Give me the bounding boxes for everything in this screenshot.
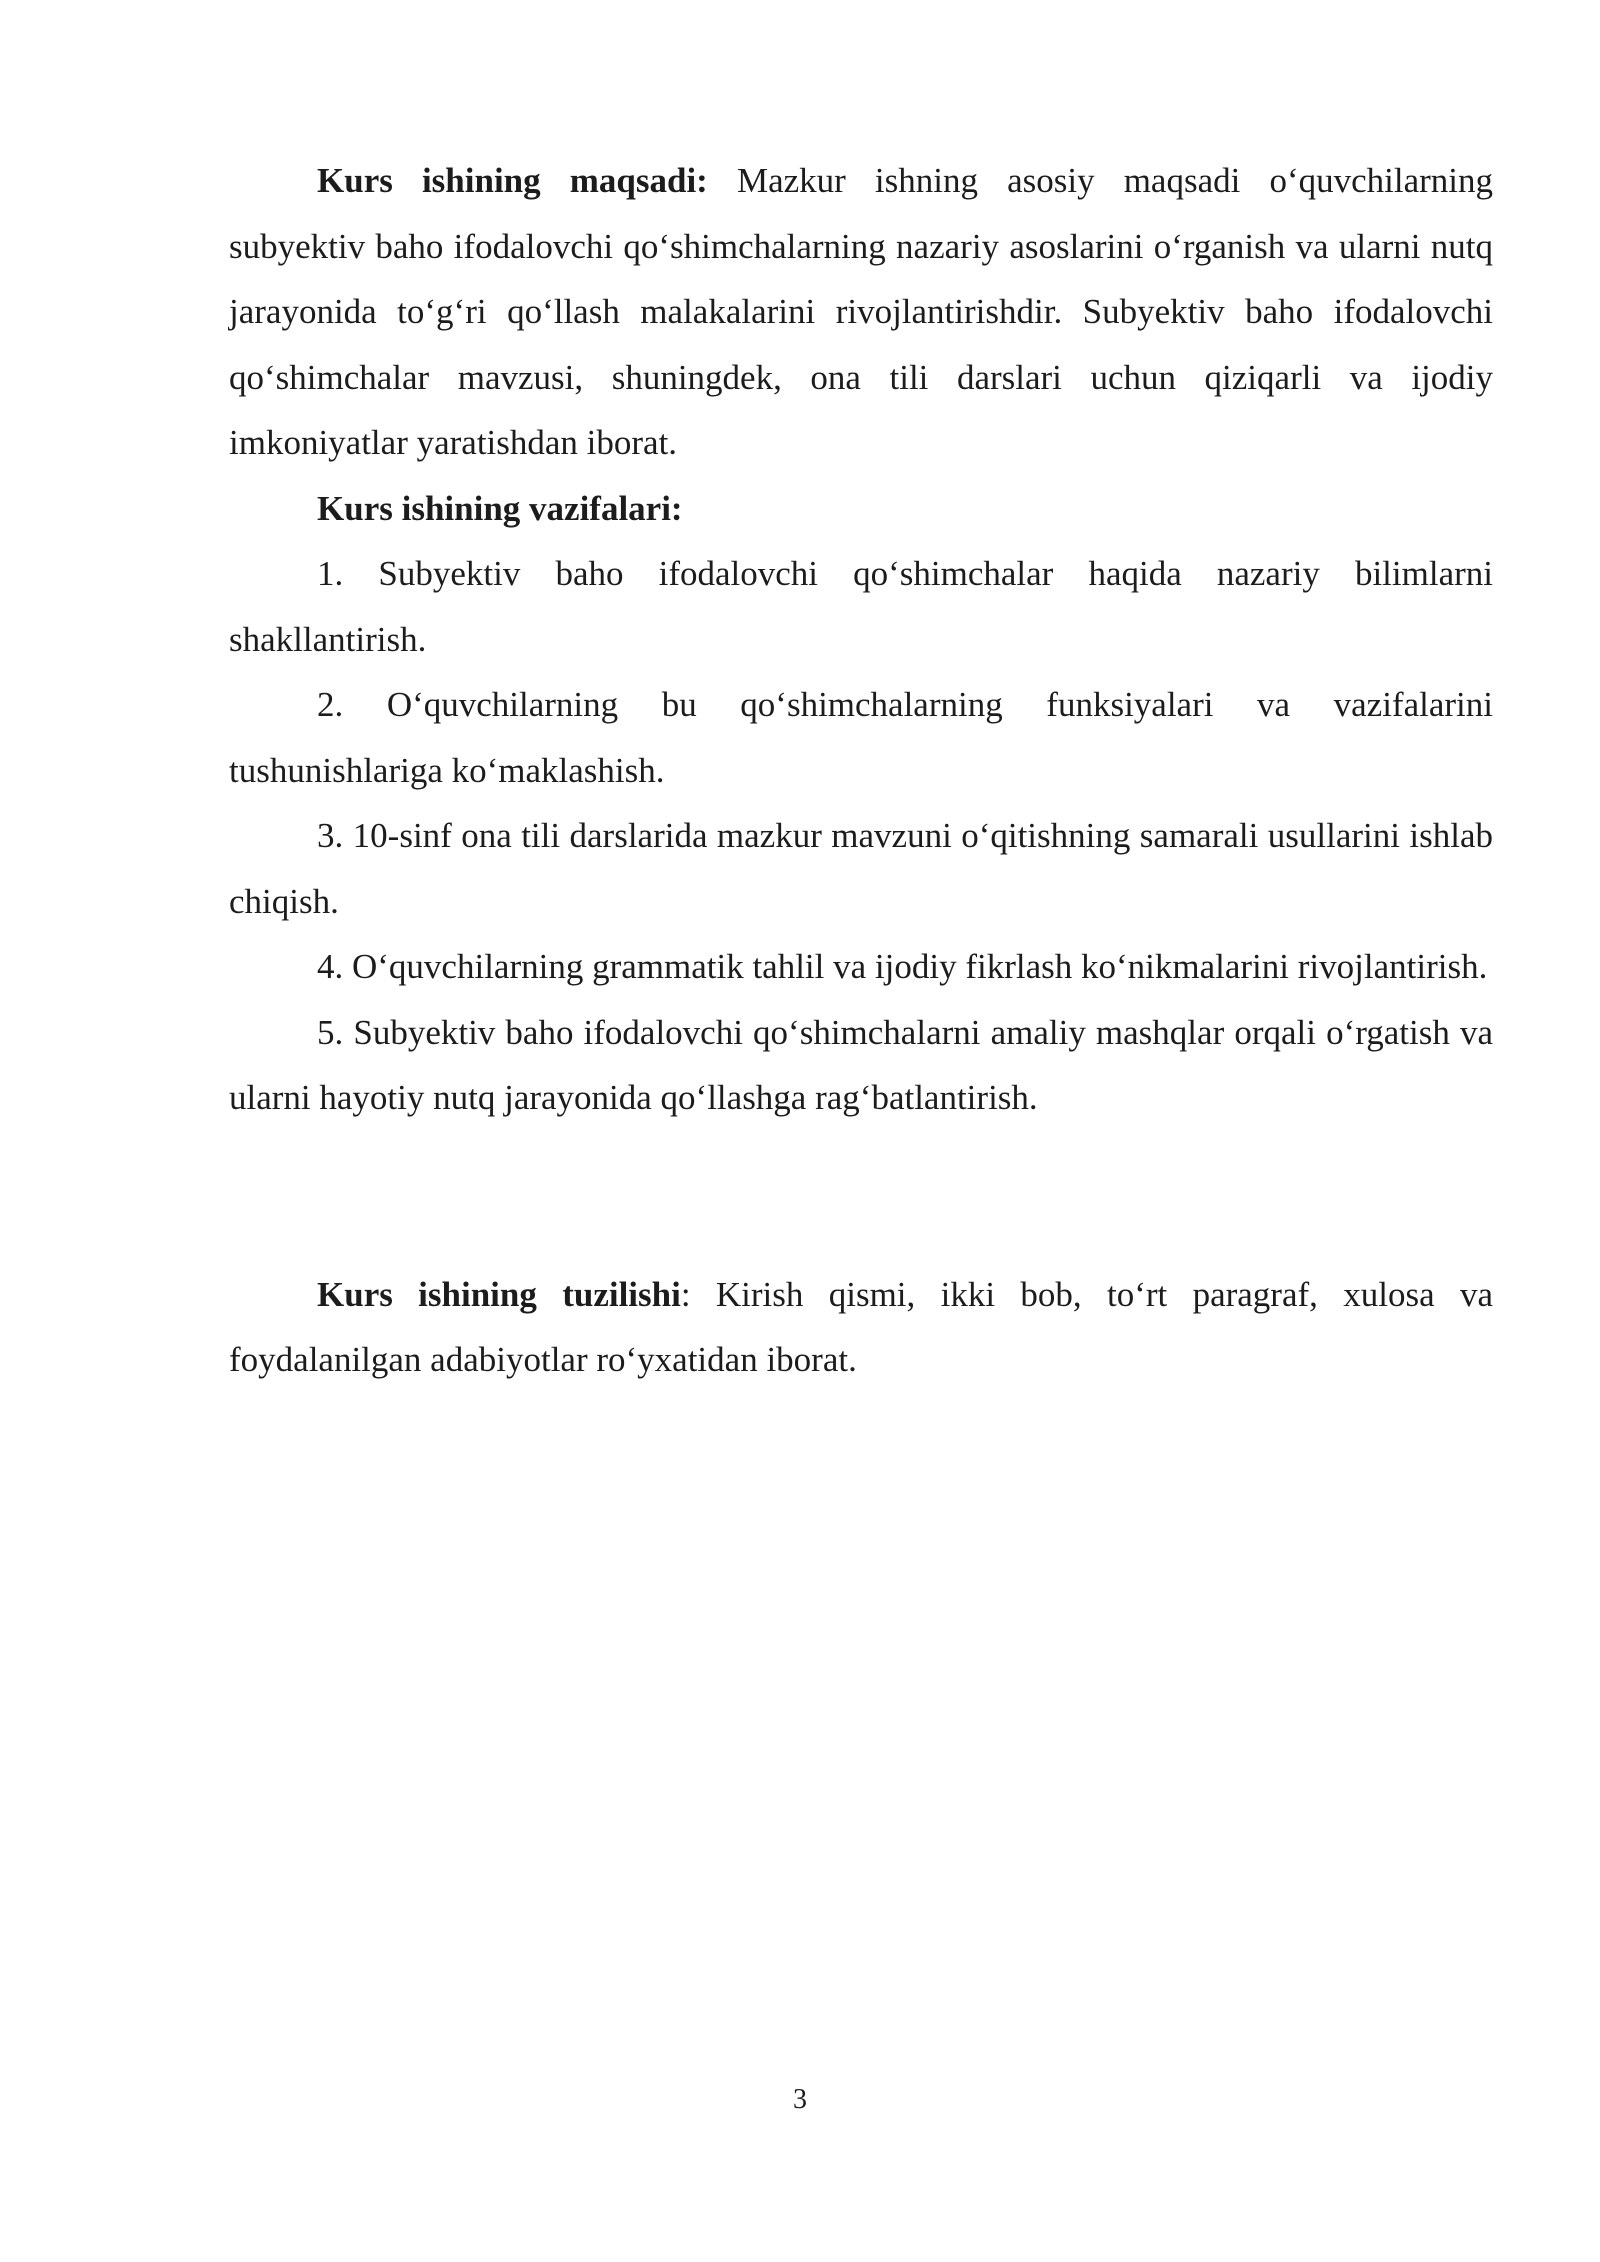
goal-text: Mazkur ishning asosiy maqsadi o‘quvchilarning subyektiv baho ifodalovchi qo‘shimchalarning nazariy asoslarini o‘rganish va ularni nutq jarayonida to‘g‘ri qo‘llash malakalarini rivojlantirishdir. Subyektiv baho ifodalovchi qo‘shimchalar mavzusi, shuningdek, ona tili darslari uchun qiziqarli va ijodiy imkoniyatlar yaratishdan iborat.	[229, 161, 1493, 462]
task-item-5: 5. Subyektiv baho ifodalovchi qo‘shimchalarni amaliy mashqlar orqali o‘rgatish va ularni hayotiy nutq jarayonida qo‘llashga rag‘batlantirish.	[229, 1012, 1493, 1117]
task-item-1: 1. Subyektiv baho ifodalovchi qo‘shimchalar haqida nazariy bilimlarni shakllantirish.	[229, 554, 1493, 659]
structure-paragraph	[229, 1262, 1493, 1393]
goal-paragraph	[229, 148, 1493, 476]
section-spacer	[229, 1131, 1493, 1262]
task-item-3: 3. 10-sinf ona tili darslarida mazkur mavzuni o‘qitishning samarali usullarini ishlab chiqish.	[229, 816, 1493, 921]
page-number: 3	[793, 2084, 807, 2115]
page-content	[229, 148, 1493, 1393]
tasks-heading: Kurs ishining vazifalari:	[317, 488, 683, 528]
goal-label: Kurs ishining maqsadi:	[317, 161, 708, 200]
task-item-4: 4. O‘quvchilarning grammatik tahlil va ijodiy fikrlash ko‘nikmalarini rivojlantirish.	[317, 947, 1488, 986]
structure-text: : Kirish qismi, ikki bob, to‘rt paragraf, xulosa va foydalanilgan adabiyotlar ro‘yxatidan iborat.	[229, 1274, 1493, 1379]
task-item-2: 2. O‘quvchilarning bu qo‘shimchalarning funksiyalari va vazifalarini tushunishlariga ko‘maklashish.	[229, 685, 1493, 790]
structure-label: Kurs ishining tuzilishi	[317, 1274, 681, 1314]
